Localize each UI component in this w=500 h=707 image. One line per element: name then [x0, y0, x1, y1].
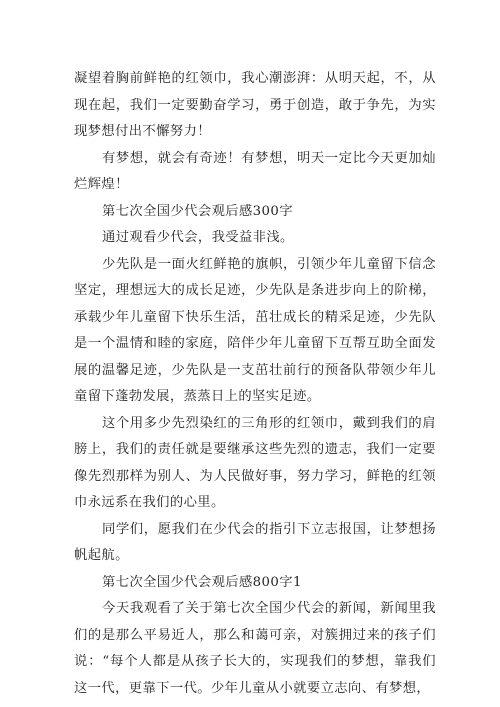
paragraph-dream: 有梦想，就会有奇迹！有梦想，明天一定比今天更加灿烂辉煌！ — [74, 150, 436, 192]
paragraph-continuation: 凝望着胸前鲜艳的红领巾，我心潮澎湃：从明天起，不，从现在起，我们一定要勤奋学习，勇于创造，敢于争先，为实现梦想付出不懈努力！ — [74, 71, 436, 139]
paragraph-red-scarf: 这个用多少先烈染红的三角形的红领巾，戴到我们的肩膀上，我们的责任就是要继承这些先烈的遗志，我们一定要像先烈那样为别人、为人民做好事，努力学习，鲜艳的红领巾永远系在我们的心里。 — [74, 415, 436, 510]
paragraph-news: 今天我观看了关于第七次全国少代会的新闻，新闻里我们的是那么平易近人，那么和蔼可亲，对簇拥过来的孩子们说：“每个人都是从孩子长大的，实现我们的梦想，靠我们这一代，更靠下一代。少年儿童从小就要立志向、有梦想， — [74, 601, 436, 696]
paragraph-classmates: 同学们，愿我们在少代会的指引下立志报国，让梦想扬帆起航。 — [74, 521, 436, 563]
section-heading-800: 第七次全国少代会观后感800字1 — [102, 574, 302, 590]
paragraph-benefit: 通过观看少代会，我受益非浅。 — [102, 230, 294, 245]
section-heading-300: 第七次全国少代会观后感300字 — [102, 203, 293, 219]
paragraph-pioneers: 少先队是一面火红鲜艳的旗帜，引领少年儿童留下信念坚定，理想远大的成长足迹，少先队是条进步向上的阶梯，承载少年儿童留下快乐生活，茁壮成长的精采足迹，少先队是一个温情和睦的家庭，陪伴少年儿童留下互帮互助全面发展的温馨足迹，少先队是一支茁壮前行的预备队带领少年儿童留下蓬勃发展，蒸蒸日上的坚实足迹。 — [74, 256, 436, 404]
document-body — [74, 66, 436, 702]
